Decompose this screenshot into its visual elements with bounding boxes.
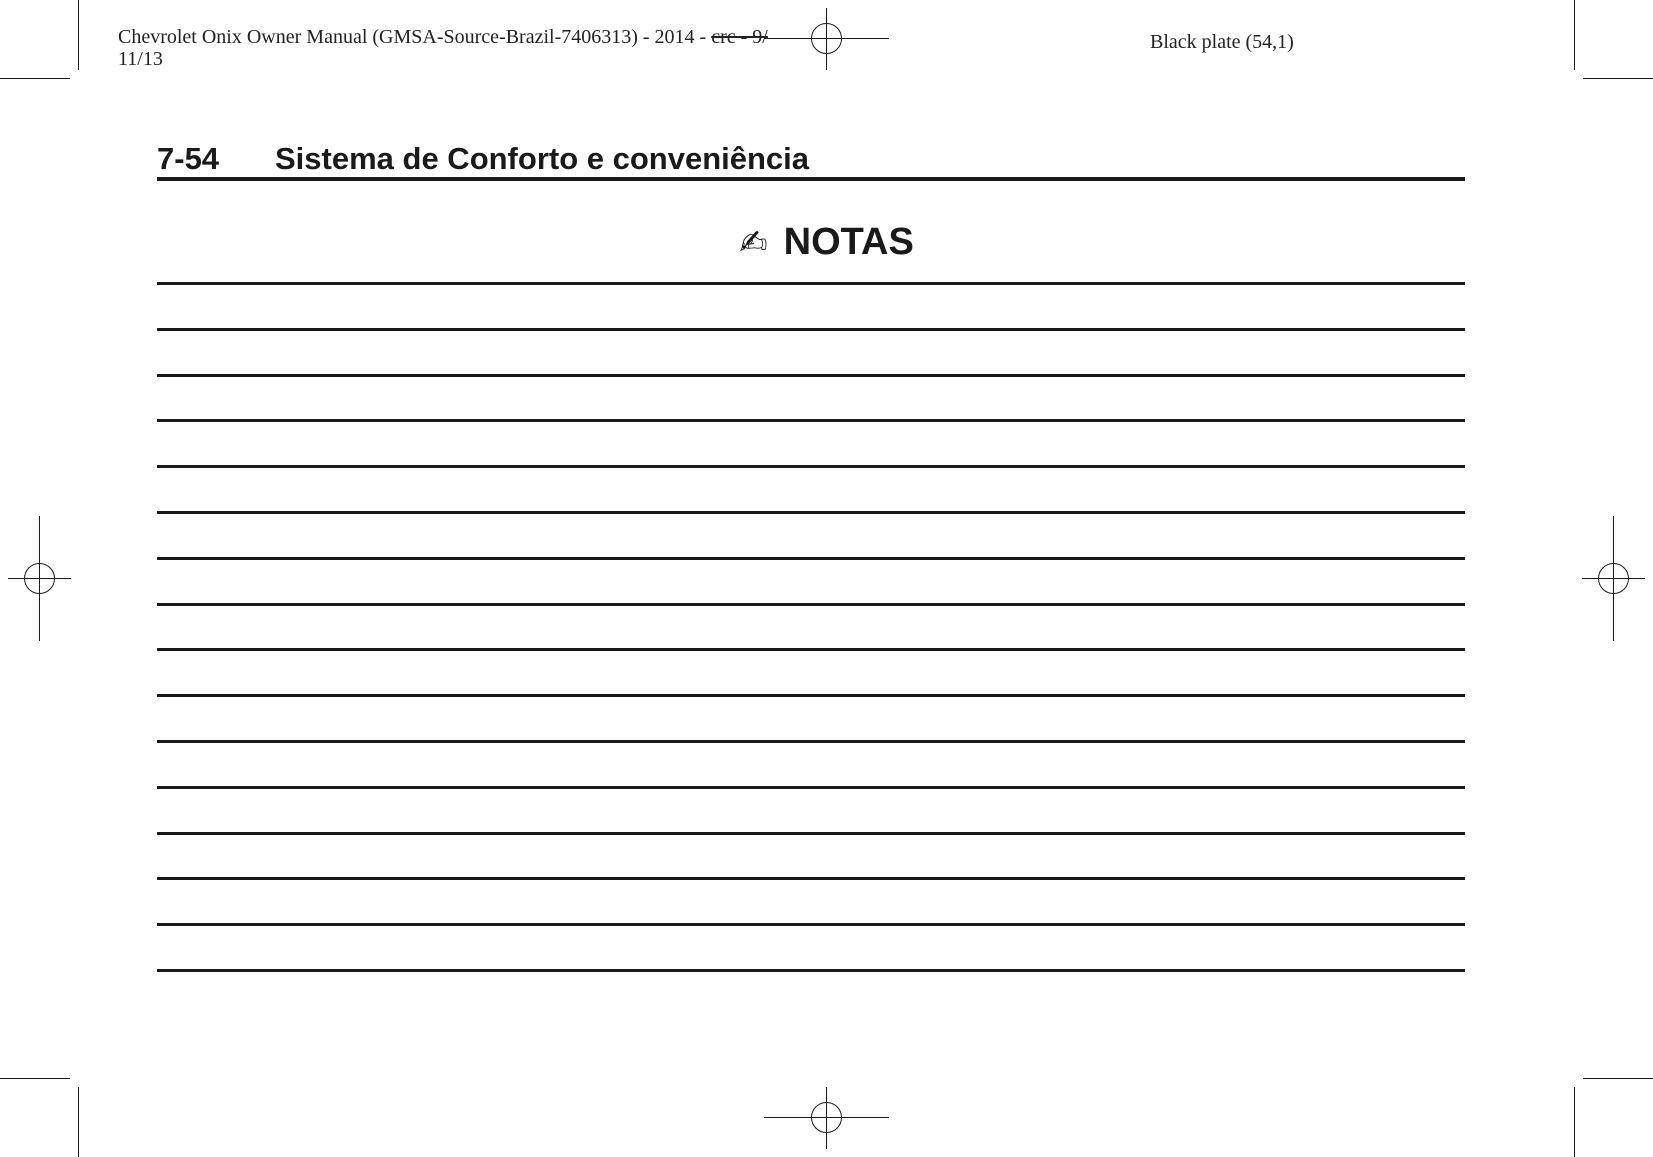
note-line [157, 603, 1465, 606]
print-source-header [118, 26, 848, 70]
registration-mark-right-circle [1598, 563, 1629, 594]
note-line [157, 740, 1465, 743]
pencil-icon: ✍ [739, 223, 768, 263]
note-line [157, 282, 1465, 285]
note-line [157, 557, 1465, 560]
note-line [157, 648, 1465, 651]
note-line [157, 694, 1465, 697]
print-source-date: 11/13 [118, 48, 163, 70]
note-line [157, 877, 1465, 880]
note-line [157, 511, 1465, 514]
crop-mark-top-left-horizontal [0, 78, 70, 79]
plate-label: Black plate (54,1) [1150, 31, 1294, 53]
crop-mark-top-right-horizontal [1583, 78, 1653, 79]
note-line [157, 969, 1465, 972]
note-line [157, 419, 1465, 422]
crop-mark-bottom-right-horizontal [1583, 1078, 1653, 1079]
registration-mark-bottom-circle [811, 1102, 842, 1133]
section-title-rule [157, 177, 1465, 181]
print-source-text: Chevrolet Onix Owner Manual (GMSA-Source-Brazil-7406313) - 2014 - [118, 26, 712, 48]
crop-mark-top-left-vertical [78, 0, 79, 70]
crop-mark-bottom-left-vertical [78, 1087, 79, 1157]
note-line [157, 328, 1465, 331]
page-number: 7-54 [157, 141, 220, 176]
note-line [157, 465, 1465, 468]
note-line [157, 832, 1465, 835]
crop-mark-bottom-right-vertical [1574, 1087, 1575, 1157]
note-line [157, 786, 1465, 789]
registration-mark-left-circle [24, 563, 55, 594]
crop-mark-top-right-vertical [1574, 0, 1575, 70]
print-source-revision: crc - 9/ [711, 26, 768, 48]
crop-mark-bottom-left-horizontal [0, 1078, 70, 1079]
notes-heading [0, 220, 1653, 265]
note-line [157, 374, 1465, 377]
notes-title: NOTAS [783, 221, 914, 263]
section-title: Sistema de Conforto e conveniência [275, 141, 810, 176]
note-line [157, 923, 1465, 926]
